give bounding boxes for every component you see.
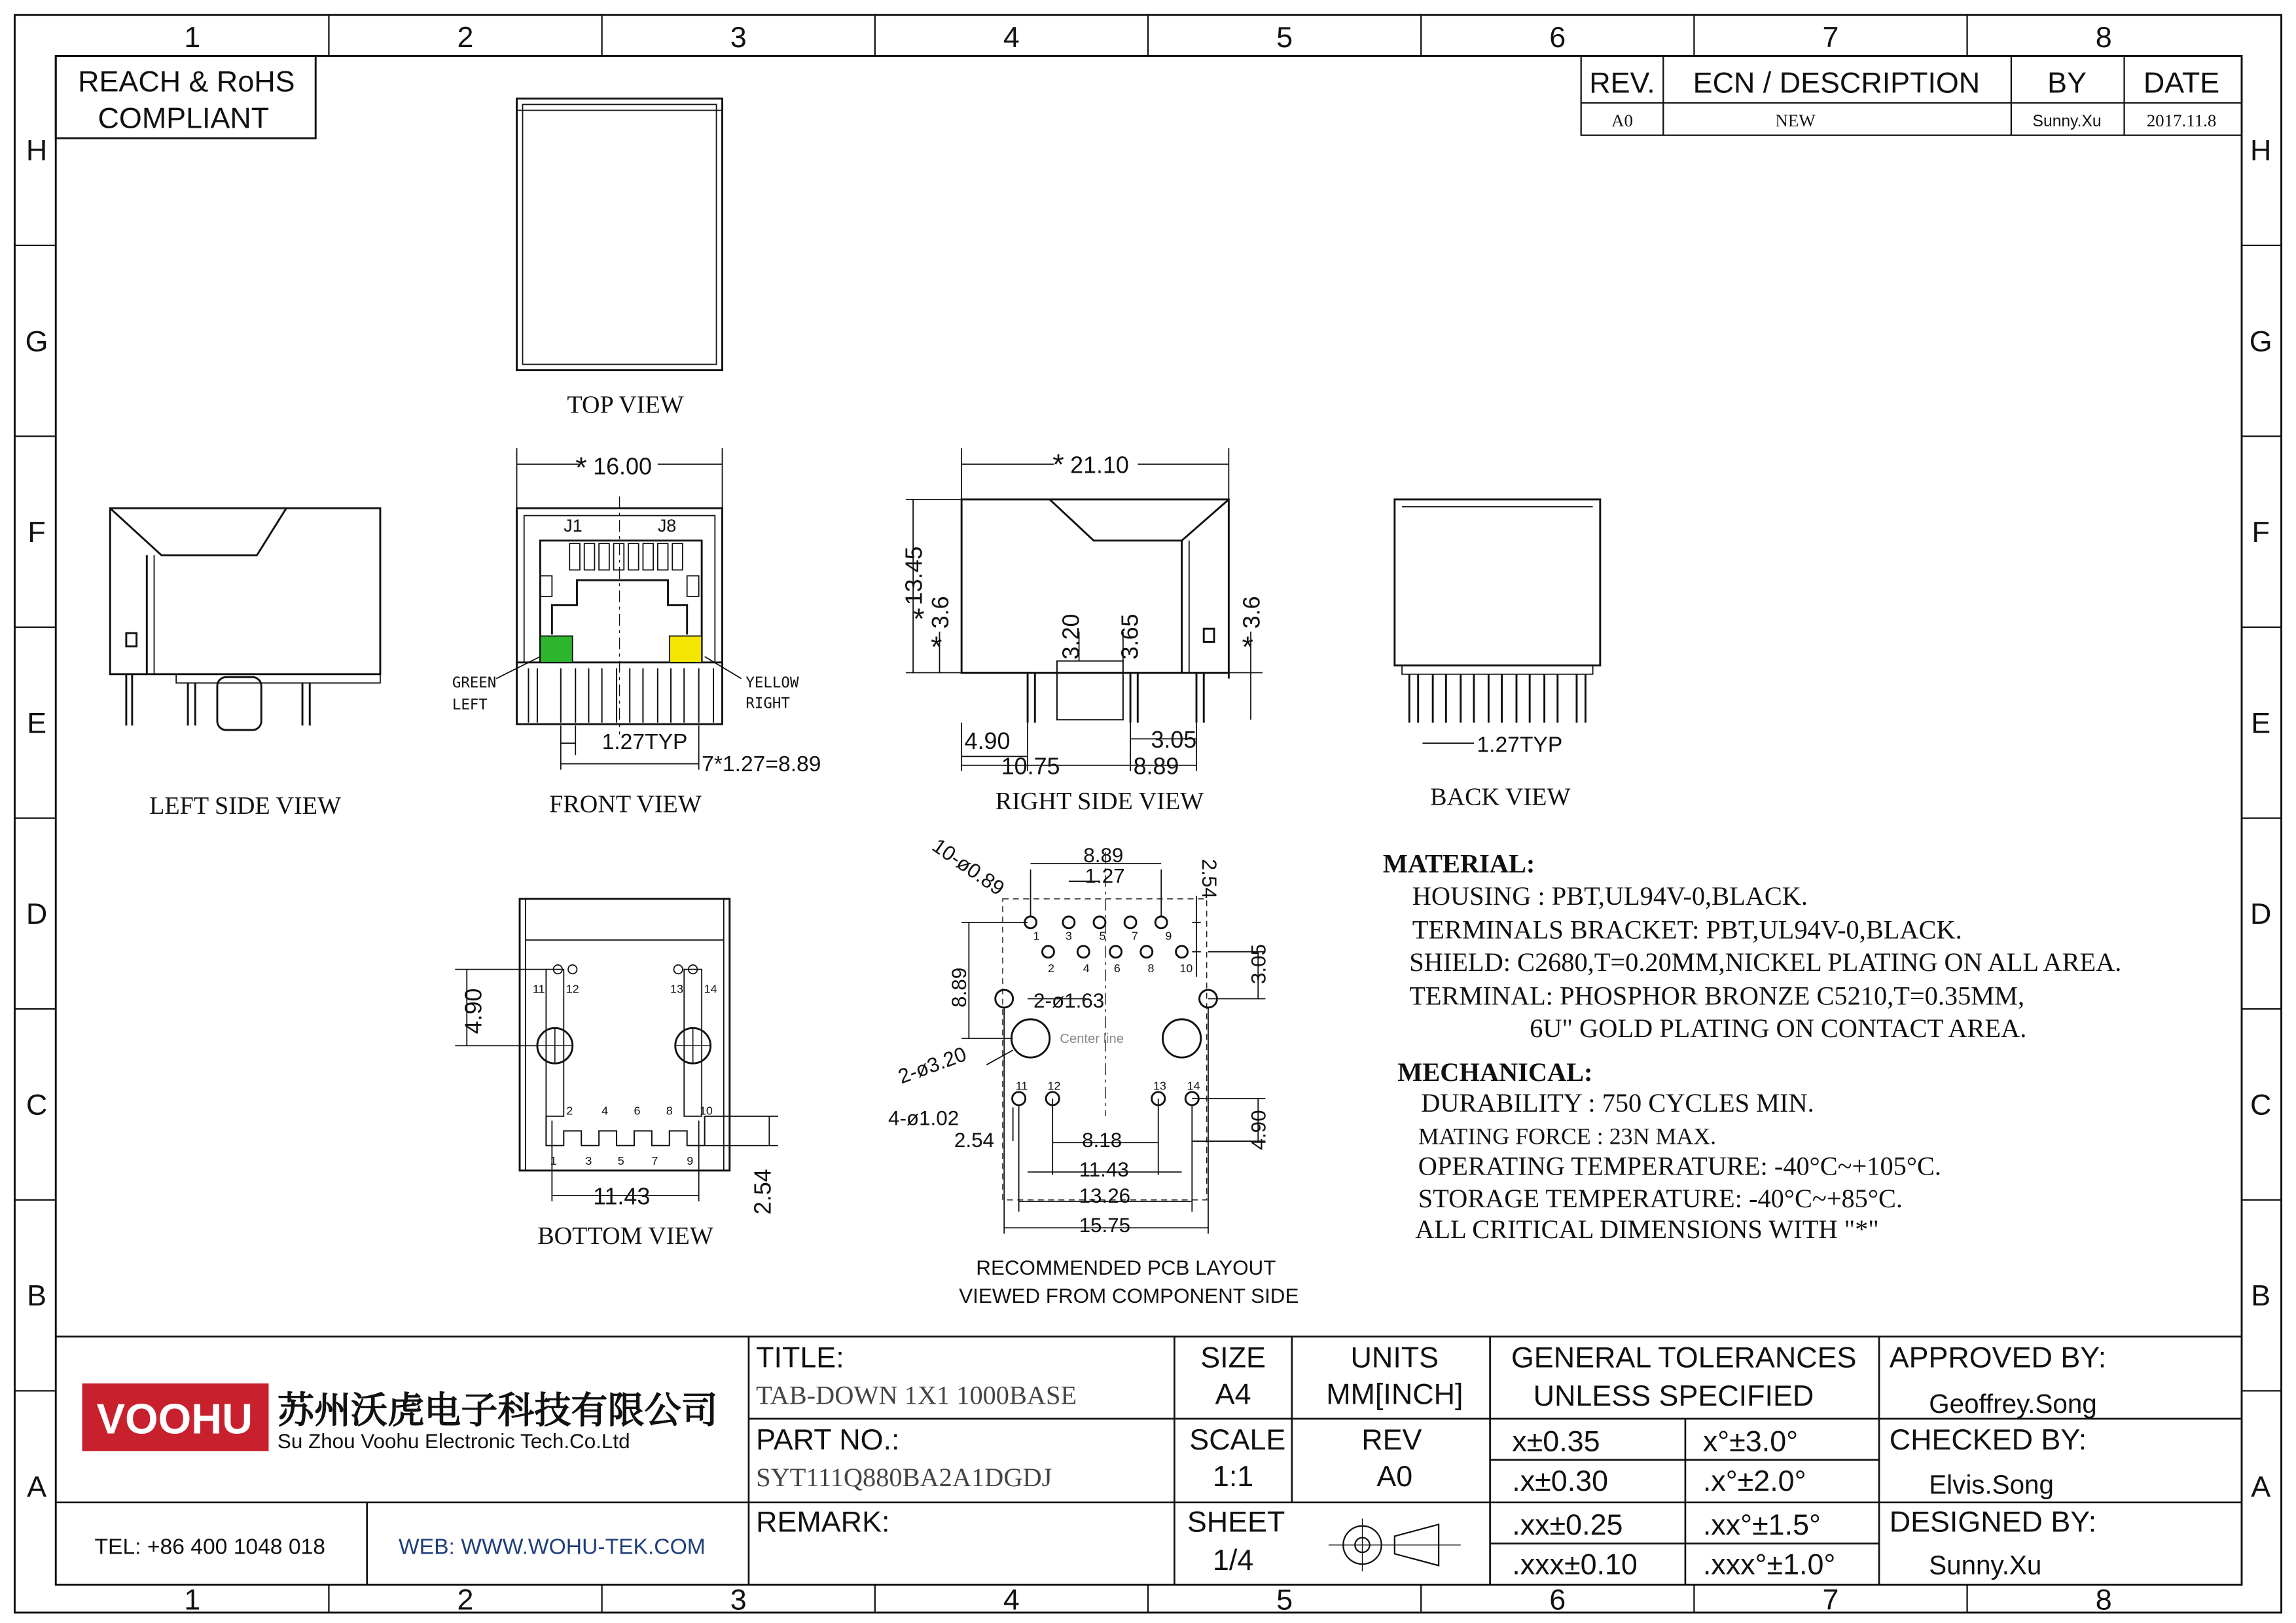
pcb-pin-label: 5: [1099, 929, 1106, 943]
pcb-mount-hole-dim: 2-ø1.63: [1033, 989, 1105, 1012]
col-label-top: 6: [1549, 20, 1566, 54]
back-view-label: BACK VIEW: [1430, 783, 1571, 811]
tolerance-linear: .x±0.30: [1512, 1463, 1609, 1497]
green-led-position: LEFT: [452, 696, 488, 714]
pcb-pin-label: 9: [1165, 929, 1172, 943]
right-1075-dim: 10.75: [1001, 753, 1060, 780]
part-no-value: SYT111Q880BA2A1DGDJ: [756, 1463, 1052, 1493]
critical-star: *: [931, 629, 942, 663]
top-view-label: TOP VIEW: [567, 391, 684, 419]
pcb-127-dim: 1.27: [1085, 864, 1125, 888]
remark-label: REMARK:: [756, 1504, 890, 1539]
pin-j8-label: J8: [657, 516, 677, 536]
front-width-dim: 16.00: [593, 453, 652, 480]
pcb-818-dim: 8.18: [1082, 1129, 1122, 1152]
col-label-top: 5: [1276, 20, 1293, 54]
top-view-drawing: [517, 99, 723, 371]
pcb-pin-label: 8: [1147, 962, 1155, 976]
right-305-dim: 3.05: [1151, 726, 1197, 753]
mechanical-title: MECHANICAL:: [1397, 1057, 1593, 1087]
material-line: HOUSING : PBT,UL94V-0,BLACK.: [1412, 881, 1808, 911]
col-label-top: 2: [457, 20, 474, 54]
company-name-cn: 苏州沃虎电子科技有限公司: [277, 1389, 718, 1431]
yellow-led: [670, 636, 702, 662]
pcb-254-dim: 2.54: [1197, 858, 1221, 899]
col-label-bottom: 4: [1003, 1582, 1020, 1616]
pcb-1143-dim: 11.43: [1079, 1158, 1129, 1181]
checked-value: Elvis.Song: [1929, 1469, 2054, 1500]
date-value: 2017.11.8: [2146, 111, 2217, 131]
bottom-pin-label: 7: [651, 1154, 658, 1167]
pcb-305-dim: 3.05: [1247, 943, 1270, 985]
left-side-view-drawing: [110, 508, 380, 730]
right-889-dim: 8.89: [1133, 753, 1179, 780]
green-led-label: GREEN: [452, 674, 497, 691]
rev-label: REV: [1361, 1423, 1422, 1457]
col-label-top: 7: [1822, 20, 1839, 54]
row-label-right: D: [2250, 897, 2272, 931]
pcb-889v-dim: 8.89: [947, 967, 971, 1008]
tolerance-angular: .xx°±1.5°: [1702, 1508, 1821, 1542]
sheet-value: 1/4: [1212, 1542, 1254, 1577]
left-side-view-label: LEFT SIDE VIEW: [149, 792, 342, 820]
approved-label: APPROVED BY:: [1889, 1340, 2107, 1374]
tolerance-linear: .xx±0.25: [1512, 1508, 1623, 1542]
tolerance-angular: .xxx°±1.0°: [1702, 1547, 1836, 1581]
row-label-left: E: [27, 706, 47, 740]
back-pitch-dim: 1.27TYP: [1477, 733, 1563, 757]
col-label-bottom: 7: [1822, 1582, 1839, 1616]
designed-label: DESIGNED BY:: [1889, 1504, 2097, 1539]
scale-value: 1:1: [1212, 1459, 1254, 1493]
material-line: SHIELD: C2680,T=0.20MM,NICKEL PLATING ON ALL AREA.: [1409, 947, 2122, 977]
critical-star: *: [575, 450, 587, 484]
tolerance-title-1: GENERAL TOLERANCES: [1511, 1340, 1857, 1374]
bottom-pin-label: 10: [699, 1104, 713, 1118]
bottom-pin-label: 2: [566, 1104, 573, 1118]
pcb-889-dim: 8.89: [1083, 843, 1124, 867]
title-label: TITLE:: [756, 1340, 844, 1374]
bottom-led-pin-label: 13: [670, 982, 683, 996]
bottom-pin-label: 5: [617, 1154, 624, 1167]
material-line: 6U" GOLD PLATING ON CONTACT AREA.: [1530, 1013, 2027, 1043]
by-header: BY: [2047, 65, 2087, 100]
pcb-490-dim: 4.90: [1247, 1110, 1270, 1150]
by-value: Sunny.Xu: [2032, 113, 2102, 131]
col-label-top: 8: [2095, 20, 2112, 54]
mechanical-line: MATING FORCE : 23N MAX.: [1418, 1123, 1717, 1150]
pcb-led-pin-label: 11: [1015, 1079, 1028, 1093]
sheet-label: SHEET: [1187, 1504, 1285, 1539]
col-label-top: 4: [1003, 20, 1020, 54]
pcb-layout-label-2: VIEWED FROM COMPONENT SIDE: [959, 1284, 1299, 1307]
yellow-led-position: RIGHT: [745, 695, 790, 712]
pcb-254h-dim: 2.54: [954, 1129, 995, 1152]
right-320-dim: 3.20: [1058, 613, 1085, 660]
front-view-label: FRONT VIEW: [549, 790, 702, 818]
back-view-drawing: [1395, 500, 1600, 743]
bottom-1143-dim: 11.43: [593, 1183, 651, 1210]
col-label-top: 3: [730, 20, 747, 54]
tel-text: TEL: +86 400 1048 018: [94, 1535, 325, 1559]
pcb-pin-label: 3: [1065, 929, 1072, 943]
pcb-led-pin-label: 14: [1187, 1079, 1200, 1093]
pcb-holes-dim: 10-ø0.89: [928, 833, 1009, 900]
bottom-pin-label: 9: [687, 1154, 694, 1167]
bottom-pin-label: 3: [585, 1154, 592, 1167]
bottom-view-drawing: [520, 899, 730, 1171]
col-label-bottom: 8: [2095, 1582, 2112, 1616]
pcb-pin-label: 10: [1179, 962, 1193, 976]
pcb-layout-label-1: RECOMMENDED PCB LAYOUT: [976, 1256, 1276, 1280]
front-view-drawing: [496, 496, 742, 734]
designed-value: Sunny.Xu: [1929, 1550, 2042, 1580]
bottom-led-pin-label: 11: [532, 982, 545, 996]
approved-value: Geoffrey.Song: [1929, 1388, 2097, 1419]
scale-label: SCALE: [1189, 1423, 1286, 1457]
ecn-header: ECN / DESCRIPTION: [1693, 65, 1981, 100]
bottom-led-pin-label: 14: [704, 982, 717, 996]
row-label-left: B: [27, 1279, 47, 1313]
right-side-view-drawing: [961, 500, 1229, 723]
rev-value: A0: [1611, 111, 1633, 131]
pcb-pin-label: 6: [1113, 962, 1121, 976]
col-label-top: 1: [184, 20, 201, 54]
col-label-bottom: 6: [1549, 1582, 1566, 1616]
right-h2-dim: 3.6: [1238, 596, 1265, 629]
mechanical-line: ALL CRITICAL DIMENSIONS WITH "*": [1415, 1214, 1879, 1245]
right-height-dim: 13.45: [901, 546, 927, 606]
row-label-right: B: [2251, 1279, 2271, 1313]
pcb-big-hole-dim: 2-ø3.20: [895, 1042, 970, 1089]
row-label-left: G: [25, 324, 48, 358]
row-label-right: A: [2251, 1469, 2271, 1503]
compliance-line2: COMPLIANT: [98, 101, 270, 135]
green-led: [540, 636, 572, 662]
pcb-pin-label: 7: [1131, 929, 1138, 943]
bottom-pin-label: 6: [634, 1104, 641, 1118]
col-label-bottom: 2: [457, 1582, 474, 1616]
mechanical-line: OPERATING TEMPERATURE: -40°C~+105°C.: [1418, 1151, 1942, 1181]
col-label-bottom: 3: [730, 1582, 747, 1616]
tolerance-title-2: UNLESS SPECIFIED: [1533, 1378, 1814, 1412]
bottom-254-dim: 2.54: [749, 1169, 776, 1215]
bottom-led-pin-label: 12: [565, 982, 579, 996]
material-line: TERMINAL: PHOSPHOR BRONZE C5210,T=0.35MM,: [1409, 981, 2025, 1011]
mechanical-line: STORAGE TEMPERATURE: -40°C~+85°C.: [1418, 1183, 1903, 1213]
pcb-center-line: Center line: [1060, 1031, 1124, 1046]
row-label-left: D: [26, 897, 48, 931]
material-title: MATERIAL:: [1382, 848, 1535, 879]
bottom-view-label: BOTTOM VIEW: [537, 1222, 713, 1250]
bottom-pin-label: 4: [601, 1104, 609, 1118]
row-label-right: H: [2250, 133, 2272, 167]
compliance-line1: REACH & RoHS: [78, 64, 295, 98]
voohu-logo-text: VOOHU: [96, 1395, 253, 1443]
material-line: TERMINALS BRACKET: PBT,UL94V-0,BLACK.: [1412, 915, 1962, 945]
right-side-view-dimensions: [906, 448, 1263, 771]
tolerance-linear: .xxx±0.10: [1512, 1547, 1638, 1581]
size-label: SIZE: [1200, 1340, 1266, 1374]
rev-header: REV.: [1589, 65, 1655, 100]
critical-star: *: [1242, 629, 1254, 663]
ecn-value: NEW: [1775, 111, 1816, 131]
web-link[interactable]: WEB: WWW.WOHU-TEK.COM: [398, 1535, 706, 1559]
row-label-left: C: [26, 1087, 48, 1122]
rev-value-block: A0: [1376, 1459, 1413, 1493]
row-label-left: F: [27, 515, 46, 549]
units-value: MM[INCH]: [1326, 1377, 1463, 1411]
tolerance-angular: x°±3.0°: [1702, 1424, 1799, 1458]
yellow-led-label: YELLOW: [745, 674, 799, 691]
row-label-right: G: [2249, 324, 2272, 358]
front-span-dim: 7*1.27=8.89: [702, 752, 821, 776]
pcb-led-pin-label: 12: [1047, 1079, 1061, 1093]
company-name-en: Su Zhou Voohu Electronic Tech.Co.Ltd: [277, 1429, 630, 1453]
pcb-pin-label: 1: [1033, 929, 1040, 943]
title-value: TAB-DOWN 1X1 1000BASE: [756, 1380, 1077, 1410]
right-490-dim: 4.90: [964, 728, 1011, 755]
right-h1-dim: 3.6: [927, 596, 954, 629]
pcb-1326-dim: 13.26: [1079, 1184, 1131, 1208]
front-pitch-dim: 1.27TYP: [601, 730, 688, 755]
checked-label: CHECKED BY:: [1889, 1423, 2087, 1457]
tolerance-linear: x±0.35: [1512, 1424, 1600, 1458]
right-side-view-label: RIGHT SIDE VIEW: [995, 788, 1204, 816]
bottom-490-dim: 4.90: [460, 988, 487, 1034]
pcb-led-pin-label: 13: [1153, 1079, 1166, 1093]
col-label-bottom: 1: [184, 1582, 201, 1616]
critical-star: *: [1052, 447, 1064, 481]
bottom-pin-label: 1: [550, 1154, 557, 1167]
pcb-pin-label: 2: [1047, 962, 1054, 976]
row-label-right: C: [2250, 1087, 2272, 1122]
right-width-dim: 21.10: [1070, 452, 1129, 479]
pcb-1575-dim: 15.75: [1079, 1214, 1131, 1237]
pcb-led-hole-dim: 4-ø1.02: [888, 1106, 960, 1130]
critical-star: *: [913, 602, 925, 636]
pin-j1-label: J1: [564, 516, 583, 536]
bottom-pin-label: 8: [666, 1104, 673, 1118]
projection-symbol: [1329, 1518, 1461, 1571]
part-no-label: PART NO.:: [756, 1423, 900, 1457]
col-label-bottom: 5: [1276, 1582, 1293, 1616]
row-label-right: E: [2251, 706, 2271, 740]
row-label-left: H: [26, 133, 48, 167]
mechanical-line: DURABILITY : 750 CYCLES MIN.: [1421, 1088, 1814, 1118]
size-value: A4: [1215, 1377, 1251, 1411]
date-header: DATE: [2143, 65, 2220, 100]
right-365-dim: 3.65: [1117, 613, 1143, 660]
tolerance-angular: .x°±2.0°: [1702, 1463, 1806, 1497]
row-label-left: A: [27, 1469, 47, 1503]
row-label-right: F: [2251, 515, 2270, 549]
units-label: UNITS: [1350, 1340, 1439, 1374]
pcb-pin-label: 4: [1083, 962, 1090, 976]
